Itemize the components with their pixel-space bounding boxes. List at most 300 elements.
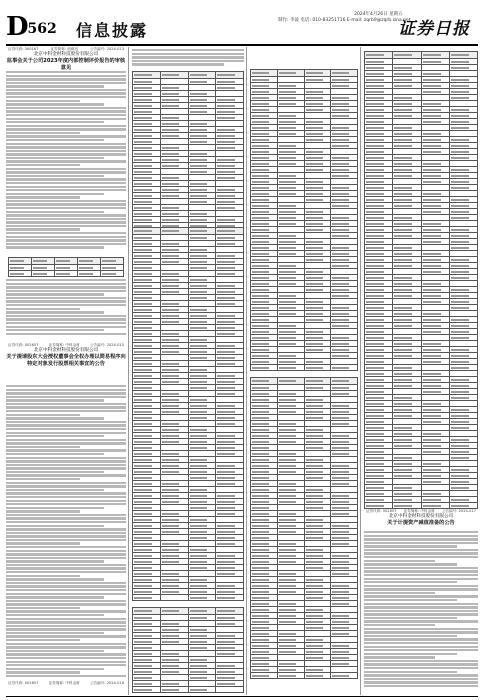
text-line	[6, 525, 104, 527]
table-cell	[9, 258, 32, 265]
table-cell	[304, 673, 331, 679]
financial-table-2	[132, 227, 244, 601]
table-row	[251, 673, 358, 679]
text-line	[6, 304, 126, 306]
text-line	[6, 326, 126, 328]
page-content	[6, 47, 478, 695]
table-cell	[331, 378, 358, 385]
column-divider	[360, 47, 361, 695]
article-4-company: 北京中科金财科技股份有限公司	[388, 514, 454, 519]
table-cell	[304, 70, 331, 77]
article-1-body-cont	[6, 279, 126, 339]
table-cell	[133, 608, 161, 615]
text-line	[6, 514, 126, 516]
text-line	[6, 478, 80, 480]
text-line	[6, 293, 104, 295]
text-line	[6, 329, 104, 331]
text-line	[364, 603, 478, 605]
table-cell	[216, 687, 244, 693]
text-line	[364, 613, 478, 615]
table-cell	[160, 595, 188, 601]
stock-name: 证券简称: 中科金财	[48, 343, 80, 347]
notice-number: 公告编号: 2024-013	[89, 47, 124, 51]
text-line	[6, 582, 126, 584]
article-1-header	[6, 47, 126, 71]
text-line	[6, 557, 126, 559]
text-line	[364, 656, 435, 658]
text-line	[6, 517, 126, 519]
text-line	[6, 421, 126, 423]
column-divider	[128, 47, 129, 695]
text-line	[6, 618, 126, 620]
article-2-company: 北京中科金财科技股份有限公司	[33, 348, 99, 353]
text-line	[364, 552, 478, 554]
text-line	[6, 279, 126, 281]
text-line	[6, 157, 104, 159]
stock-code: 证券代码: 002657	[8, 343, 39, 347]
text-line	[364, 606, 478, 608]
table-row	[251, 365, 358, 371]
text-line	[6, 82, 126, 84]
text-line	[6, 168, 126, 170]
text-line	[6, 628, 126, 630]
text-line	[6, 118, 126, 120]
table-cell	[78, 258, 101, 265]
text-line	[6, 221, 126, 223]
text-line	[364, 642, 478, 644]
text-line	[6, 308, 80, 310]
text-line	[6, 200, 126, 202]
table-cell	[304, 378, 331, 385]
newspaper-masthead: 证券日报	[398, 19, 470, 39]
text-line	[364, 581, 457, 583]
table-row	[365, 503, 478, 509]
text-line	[6, 417, 104, 419]
table-cell	[251, 378, 278, 385]
table-cell	[304, 365, 331, 371]
text-line	[132, 63, 224, 65]
text-line	[6, 603, 126, 605]
text-line	[364, 685, 478, 687]
balance-sheet-table	[250, 69, 358, 371]
text-line	[364, 542, 478, 544]
stock-code: 证券代码: 300167	[8, 47, 39, 51]
table-cell	[188, 72, 216, 79]
table-cell	[331, 70, 358, 77]
footer-rule	[6, 696, 478, 697]
text-line	[6, 500, 126, 502]
text-line	[6, 164, 80, 166]
text-line	[6, 532, 126, 534]
text-line	[6, 457, 126, 459]
table-row	[133, 595, 244, 601]
text-line	[6, 585, 126, 587]
text-line	[6, 653, 126, 655]
table-cell	[277, 70, 304, 77]
table-cell	[32, 258, 55, 265]
text-line	[364, 617, 457, 619]
text-line	[6, 385, 126, 387]
text-line	[6, 403, 126, 405]
text-line	[6, 143, 126, 145]
text-line	[6, 553, 126, 555]
text-line	[6, 550, 126, 552]
text-line	[6, 396, 126, 398]
text-line	[6, 232, 126, 234]
text-line	[364, 628, 478, 630]
text-line	[364, 667, 478, 669]
table-cell	[216, 228, 244, 235]
table-cell	[331, 673, 358, 679]
text-line	[6, 182, 126, 184]
page-header	[0, 0, 484, 46]
text-line	[6, 442, 126, 444]
text-line	[6, 675, 126, 677]
text-line	[364, 595, 478, 597]
text-line	[6, 546, 126, 548]
text-line	[364, 549, 478, 551]
text-line	[6, 485, 126, 487]
notice-number: 公告编号: 2024-017	[441, 509, 476, 513]
table-cell	[216, 72, 244, 79]
income-statement-table	[250, 377, 358, 679]
text-line	[6, 610, 126, 612]
article-2-header	[6, 343, 126, 367]
text-line	[364, 570, 478, 572]
text-line	[132, 56, 244, 58]
issue-number	[6, 12, 57, 42]
table-cell	[365, 503, 393, 509]
text-line	[6, 175, 104, 177]
text-line	[6, 646, 126, 648]
article-1-table	[8, 257, 124, 277]
table-cell	[449, 503, 477, 509]
text-line	[6, 410, 126, 412]
text-line	[6, 567, 126, 569]
text-line	[6, 560, 104, 562]
column-1	[6, 47, 126, 695]
text-line	[6, 239, 126, 241]
article-4-body	[364, 531, 478, 691]
text-line	[6, 399, 104, 401]
table-cell	[101, 258, 124, 265]
text-line	[6, 290, 126, 292]
text-line	[6, 528, 126, 530]
text-line	[6, 214, 126, 216]
text-line	[6, 178, 126, 180]
text-line	[6, 225, 126, 227]
text-line	[6, 575, 80, 577]
table-cell	[188, 595, 216, 601]
text-line	[6, 650, 104, 652]
article-4-title: 关于计提资产减值准备的公告	[387, 520, 455, 526]
table-cell	[32, 271, 55, 277]
text-line	[364, 585, 478, 587]
text-line	[6, 625, 126, 627]
table-cell	[188, 687, 216, 693]
column-divider	[246, 47, 247, 695]
text-line	[6, 593, 126, 595]
text-line	[6, 510, 80, 512]
text-line	[6, 668, 104, 670]
table-cell	[9, 271, 32, 277]
text-line	[6, 564, 126, 566]
text-line	[6, 146, 126, 148]
table-cell	[160, 228, 188, 235]
text-line	[6, 482, 126, 484]
text-line	[364, 545, 457, 547]
text-line	[6, 203, 126, 205]
table-cell	[331, 365, 358, 371]
text-line	[6, 406, 126, 408]
text-line	[364, 681, 478, 683]
text-line	[364, 538, 478, 540]
text-line	[6, 424, 126, 426]
text-line	[6, 467, 126, 469]
text-line	[6, 464, 126, 466]
text-line	[364, 620, 478, 622]
dateline	[278, 12, 411, 24]
text-line	[6, 78, 126, 80]
cash-flow-table	[364, 51, 478, 509]
text-line	[364, 599, 457, 601]
text-line	[6, 657, 126, 659]
table-cell	[277, 673, 304, 679]
table-cell	[251, 70, 278, 77]
notice-number: 公告编号: 2024-016	[89, 681, 124, 685]
text-line	[364, 678, 478, 680]
text-line	[364, 610, 478, 612]
text-line	[364, 660, 478, 662]
text-line	[6, 311, 104, 313]
text-line	[6, 150, 126, 152]
text-line	[6, 539, 126, 541]
text-line	[364, 563, 457, 565]
text-line	[6, 121, 104, 123]
stock-code: 证券代码: 002657	[366, 509, 397, 513]
stock-name: 证券简称: 中科金财	[48, 681, 80, 685]
issue-digits: 562	[27, 21, 57, 37]
text-line	[6, 635, 126, 637]
article-1-title: 监事会关于公司2023年度内部控制评价报告的审核意见	[6, 58, 126, 71]
text-line	[6, 596, 104, 598]
text-line	[364, 635, 457, 637]
text-line	[6, 474, 126, 476]
table-cell	[251, 365, 278, 371]
article-2-body	[6, 385, 126, 681]
date-text: 2024年4月26日 星期五	[354, 12, 403, 17]
text-line	[6, 300, 126, 302]
table-cell	[365, 52, 393, 59]
text-line	[6, 196, 80, 198]
text-line	[6, 614, 104, 616]
text-line	[6, 507, 104, 509]
text-line	[364, 588, 478, 590]
text-line	[364, 556, 478, 558]
article-1-body	[6, 71, 126, 251]
table-cell	[188, 228, 216, 235]
text-line	[6, 639, 80, 641]
stock-name: 证券简称: 迪威迅	[50, 47, 78, 51]
text-line	[6, 535, 126, 537]
text-line	[6, 228, 80, 230]
text-line	[6, 189, 126, 191]
notice-number: 公告编号: 2024-015	[89, 343, 124, 347]
header-rule	[6, 44, 478, 46]
table-cell	[277, 365, 304, 371]
text-line	[6, 600, 126, 602]
column-2	[132, 47, 244, 695]
text-line	[364, 649, 478, 651]
text-line	[6, 243, 126, 245]
text-line	[6, 207, 126, 209]
text-line	[6, 460, 126, 462]
text-line	[6, 435, 104, 437]
text-line	[6, 607, 80, 609]
text-line	[6, 542, 80, 544]
text-line	[6, 333, 126, 335]
table-cell	[277, 378, 304, 385]
text-line	[6, 439, 126, 441]
table-cell	[78, 271, 101, 277]
table-cell	[421, 503, 449, 509]
table-cell	[216, 595, 244, 601]
table-cell	[55, 271, 78, 277]
text-line	[6, 471, 104, 473]
text-line	[364, 578, 478, 580]
text-line	[6, 110, 126, 112]
text-line	[6, 671, 80, 673]
text-line	[6, 89, 126, 91]
article-3-intro	[132, 49, 244, 69]
text-line	[6, 661, 126, 663]
table-cell	[188, 608, 216, 615]
text-line	[6, 392, 126, 394]
text-line	[6, 492, 126, 494]
text-line	[6, 132, 80, 134]
text-line	[364, 574, 478, 576]
text-line	[6, 96, 126, 98]
table-cell	[160, 687, 188, 693]
column-4	[364, 47, 478, 695]
text-line	[364, 560, 435, 562]
text-line	[6, 449, 126, 451]
table-row	[133, 72, 244, 79]
text-line	[6, 193, 104, 195]
text-line	[6, 236, 126, 238]
table-row	[251, 70, 358, 77]
text-line	[364, 663, 478, 665]
contact-text: 制作: 李波 电话: 010-83251716 E-mail: zqrb9@zqrb.sina.net	[278, 18, 411, 23]
issue-letter: D	[6, 12, 28, 42]
text-line	[6, 160, 126, 162]
text-line	[132, 49, 244, 51]
text-line	[6, 453, 104, 455]
text-line	[6, 489, 104, 491]
text-line	[364, 624, 435, 626]
text-line	[6, 589, 126, 591]
section-title: 信息披露	[76, 21, 149, 40]
text-line	[6, 283, 126, 285]
text-line	[6, 139, 104, 141]
text-line	[6, 85, 104, 87]
text-line	[6, 432, 126, 434]
text-line	[364, 531, 478, 533]
text-line	[6, 632, 104, 634]
table-cell	[393, 52, 421, 59]
text-line	[6, 186, 126, 188]
table-cell	[393, 503, 421, 509]
text-line	[6, 92, 126, 94]
text-line	[6, 246, 104, 248]
text-line	[6, 428, 126, 430]
text-line	[132, 60, 244, 62]
text-line	[6, 446, 80, 448]
table-cell	[160, 608, 188, 615]
text-line	[6, 414, 80, 416]
article-3-codes	[6, 681, 126, 686]
text-line	[364, 631, 478, 633]
text-line	[6, 571, 126, 573]
article-3-header	[6, 681, 126, 686]
text-line	[132, 53, 244, 55]
text-line	[6, 114, 126, 116]
text-line	[6, 578, 104, 580]
table-cell	[133, 595, 161, 601]
text-line	[6, 211, 104, 213]
stock-code: 证券代码: 002657	[8, 681, 39, 685]
text-line	[6, 103, 104, 105]
text-line	[6, 521, 126, 523]
table-cell	[133, 72, 161, 79]
table-cell	[55, 258, 78, 265]
text-line	[6, 125, 126, 127]
financial-table-3	[132, 607, 244, 693]
article-2-title: 关于提请股东大会授权董事会全权办理以简易程序向特定对象发行股票相关事宜的公告	[6, 354, 126, 367]
table-row	[133, 608, 244, 615]
text-line	[6, 322, 126, 324]
text-line	[6, 100, 80, 102]
text-line	[6, 318, 126, 320]
column-3	[250, 47, 358, 695]
text-line	[364, 638, 478, 640]
table-cell	[421, 52, 449, 59]
article-4-header	[364, 509, 478, 527]
text-line	[6, 496, 126, 498]
text-line	[6, 286, 126, 288]
text-line	[6, 75, 126, 77]
text-line	[6, 621, 126, 623]
text-line	[364, 674, 478, 676]
text-line	[6, 107, 126, 109]
text-line	[6, 128, 126, 130]
text-line	[364, 646, 478, 648]
text-line	[6, 171, 126, 173]
table-row	[133, 687, 244, 693]
table-row	[365, 52, 478, 59]
table-cell	[133, 228, 161, 235]
table-row	[251, 378, 358, 385]
text-line	[364, 592, 435, 594]
table-cell	[251, 673, 278, 679]
table-cell	[449, 52, 477, 59]
table-cell	[160, 72, 188, 79]
text-line	[6, 218, 126, 220]
table-cell	[101, 271, 124, 277]
text-line	[364, 653, 457, 655]
text-line	[6, 71, 126, 73]
table-cell	[133, 687, 161, 693]
